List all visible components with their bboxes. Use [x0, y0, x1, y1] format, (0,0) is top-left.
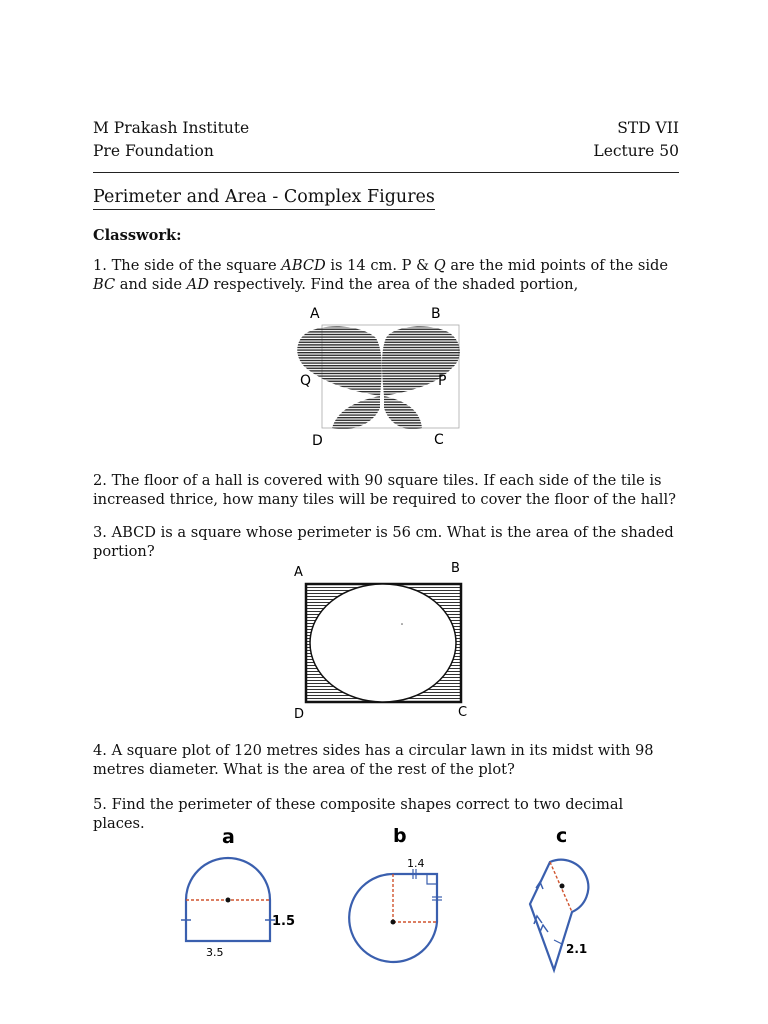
fig5a-label: a [222, 826, 235, 848]
fig1-label-c: C [434, 432, 444, 448]
right-lower-wing [384, 396, 422, 429]
fig1-label-a: A [310, 306, 320, 322]
fig5a-side-label: 1.5 [272, 914, 296, 929]
figure-3-square-circle [288, 560, 478, 722]
section-heading: Classwork: [93, 227, 182, 244]
question-1 [93, 256, 679, 294]
fig1-label-p: P [438, 373, 447, 389]
course-name: Pre Foundation [93, 142, 214, 160]
fig1-label-d: D [312, 433, 323, 449]
q1-text-3: are the mid points of the side [445, 257, 669, 274]
fig1-label-q: Q [300, 373, 312, 389]
page-title-text: Perimeter and Area - Complex Figures [93, 187, 435, 210]
q1-text-4: and side [115, 276, 187, 293]
figure-5a [170, 822, 320, 962]
q1-abcd: ABCD [281, 257, 326, 274]
q1-bc: BC [93, 276, 116, 293]
question-2: 2. The floor of a hall is covered with 90 square tiles. If each side of the tile is increased thrice, how many tiles will be required to cover the floor of the hall? [93, 472, 676, 508]
fig1-label-b: B [431, 306, 441, 322]
fig3-label-d: D [294, 707, 305, 722]
q1-text-1: 1. The side of the square [93, 257, 282, 274]
center-dot [401, 623, 403, 625]
page-title [93, 187, 435, 207]
fig5c-side-label: 2.1 [566, 942, 588, 956]
q1-q: Q [433, 257, 446, 274]
circle-square-shape [349, 874, 437, 962]
right-upper-wing [382, 326, 460, 396]
fig5b-top-label: 1.4 [407, 857, 425, 870]
q1-text-2: is 14 cm. P & [325, 257, 434, 274]
question-5: 5. Find the perimeter of these composite shapes correct to two decimal places. [93, 796, 624, 832]
circle-center [391, 920, 396, 925]
fig3-label-b: B [451, 561, 460, 576]
inner-circle [310, 584, 456, 702]
tick-c [554, 940, 562, 944]
header-rule [93, 172, 679, 173]
q1-ad: AD [186, 276, 209, 293]
figure-5c [510, 822, 620, 982]
left-lower-wing [332, 396, 380, 429]
right-angle-mark [427, 874, 437, 884]
figure-5b [335, 822, 465, 982]
fig3-label-a: A [294, 565, 303, 580]
question-4: 4. A square plot of 120 metres sides has a circular lawn in its midst with 98 metres diameter. What is the area of the rest of the plot? [93, 742, 654, 778]
figure-1-butterfly [288, 300, 488, 452]
institute-name: M Prakash Institute [93, 119, 250, 137]
fig5c-label: c [556, 825, 568, 847]
question-3: 3. ABCD is a square whose perimeter is 56 cm. What is the area of the shaded portion? [93, 524, 674, 560]
arch-center [226, 898, 231, 903]
arrow-3 [540, 925, 548, 932]
standard-label: STD VII [617, 119, 679, 137]
fig5b-label: b [393, 825, 407, 847]
lecture-label: Lecture 50 [593, 142, 679, 160]
fig3-label-c: C [458, 705, 468, 720]
fig5a-base-label: 3.5 [206, 946, 224, 959]
q1-text-5: respectively. Find the area of the shaded portion, [208, 276, 579, 293]
semicircle-center [560, 884, 565, 889]
